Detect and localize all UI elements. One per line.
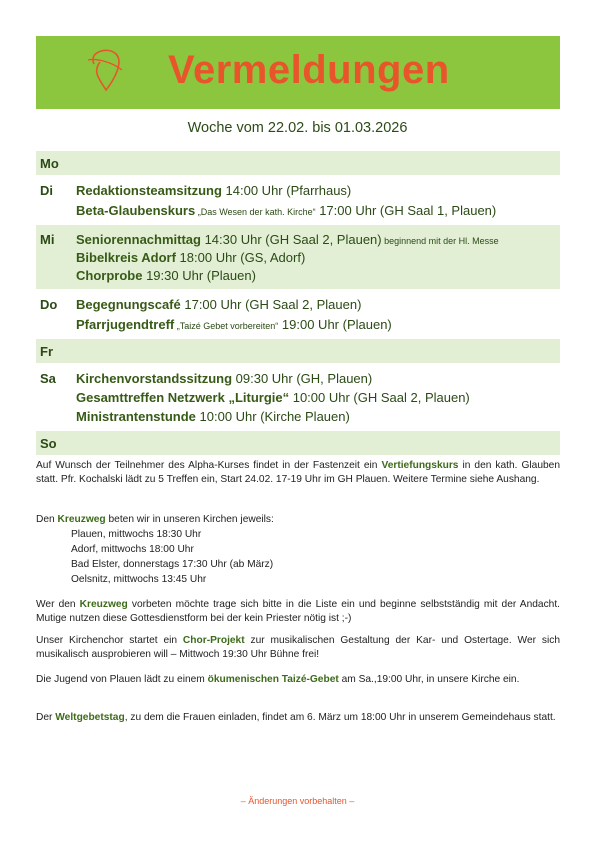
event [76,183,351,198]
day-row-saturday [36,367,560,429]
event-info: 14:30 Uhr (GH Saal 2, Plauen) [200,232,382,247]
event-name: Chorprobe [76,268,143,283]
highlight: Kreuzweg [79,599,128,610]
event [76,409,350,424]
day-label: Di [40,183,53,198]
event-info: 18:00 Uhr (GS, Adorf) [175,250,306,265]
event [76,297,361,312]
header-banner [36,36,560,109]
page-title: Vermeldungen [168,48,450,92]
day-row-wednesday [36,225,560,289]
notice-weltgebetstag: Der Weltgebetstag, zu dem die Frauen einladen, findet am 6. März um 18:00 Uhr in unserem Gemeindehaus statt. [36,712,556,723]
event-info: 17:00 Uhr (GH Saal 2, Plauen) [180,297,362,312]
event [76,232,499,247]
day-row-sunday [36,431,560,455]
footer-note: – Änderungen vorbehalten – [240,796,355,806]
event-note: „Das Wesen der kath. Kirche“ [195,207,316,217]
event-name: Begegnungscafé [76,297,181,312]
day-label: Sa [40,371,56,386]
notice-chor-projekt: Unser Kirchenchor startet ein Chor-Projekt zur musikalischen Gestaltung der Kar- und Ostertage. Wer sich musikalisch ausprobieren will – Mittwoch 19:30 Uhr Bühne frei! [36,635,560,660]
highlight: Chor-Projekt [182,635,245,646]
event-name: Gesamttreffen Netzwerk „Liturgie“ [76,390,290,405]
highlight: Kreuzweg [57,514,106,525]
event-name: Beta-Glaubenskurs [76,203,196,218]
day-label: Mo [40,156,59,171]
event-name: Kirchenvorstandssitzung [76,371,233,386]
event [76,317,392,332]
day-row-tuesday [36,179,560,223]
list-item: Bad Elster, donnerstags 17:30 Uhr (ab März) [71,559,274,570]
event-name: Ministrantenstunde [76,409,196,424]
event-info: 19:00 Uhr (Plauen) [278,317,392,332]
day-row-thursday [36,293,560,337]
event-name: Pfarrjugendtreff [76,317,175,332]
week-range: Woche vom 22.02. bis 01.03.2026 [187,120,408,136]
notice-kreuzweg-vorbeten: Wer den Kreuzweg vorbeten möchte trage sich bitte in die Liste ein und beginne selbstständig mit der Andacht. Mutige nutzen diese Gottesdienstform bei der kein Priester nötig ist ;-) [36,599,560,624]
notice-vertiefungskurs: Auf Wunsch der Teilnehmer des Alpha-Kurses findet in der Fastenzeit ein Vertiefungskurs in den kath. Glauben statt. Pfr. Kochalski lädt zu 5 Treffen ein, Start 24.02. 17-19 Uhr im GH Plauen. Weitere Termine siehe Aushang. [36,460,560,485]
event-info: 19:30 Uhr (Plauen) [142,268,256,283]
event-info: 17:00 Uhr (GH Saal 1, Plauen) [315,203,497,218]
day-label: Do [40,297,58,312]
event-note: „Taizé Gebet vorbereiten“ [174,321,279,331]
day-label: Fr [40,344,53,359]
day-row-monday [36,151,560,175]
day-label: Mi [40,232,55,247]
list-item: Adorf, mittwochs 18:00 Uhr [71,544,194,555]
list-item: Plauen, mittwochs 18:30 Uhr [71,529,202,540]
event-name: Bibelkreis Adorf [76,250,176,265]
event-name: Redaktionsteamsitzung [76,183,222,198]
event [76,268,256,283]
kreuzweg-list [71,527,273,587]
event-name: Seniorennachmittag [76,232,201,247]
list-item: Oelsnitz, mittwochs 13:45 Uhr [71,574,207,585]
day-row-friday [36,339,560,363]
event-note: beginnend mit der Hl. Messe [381,236,499,246]
notice-taize-gebet: Die Jugend von Plauen lädt zu einem ökumenischen Taizé-Gebet am Sa.,19:00 Uhr, in unsere Kirche ein. [36,674,520,685]
highlight: ökumenischen Taizé-Gebet [207,674,339,685]
event-info: 10:00 Uhr (GH Saal 2, Plauen) [289,390,470,405]
highlight: Weltgebetstag [55,712,125,723]
event-info: 14:00 Uhr (Pfarrhaus) [221,183,352,198]
event [76,371,372,386]
event-info: 10:00 Uhr (Kirche Plauen) [195,409,350,424]
highlight: Vertiefungskurs [381,460,459,471]
day-label: So [40,436,57,451]
event-info: 09:30 Uhr (GH, Plauen) [232,371,373,386]
event [76,250,305,265]
event [76,390,470,405]
notice-kreuzweg: Den Kreuzweg beten wir in unseren Kirchen jeweils: [36,514,274,525]
church-logo-icon [86,46,126,94]
event [76,203,496,218]
